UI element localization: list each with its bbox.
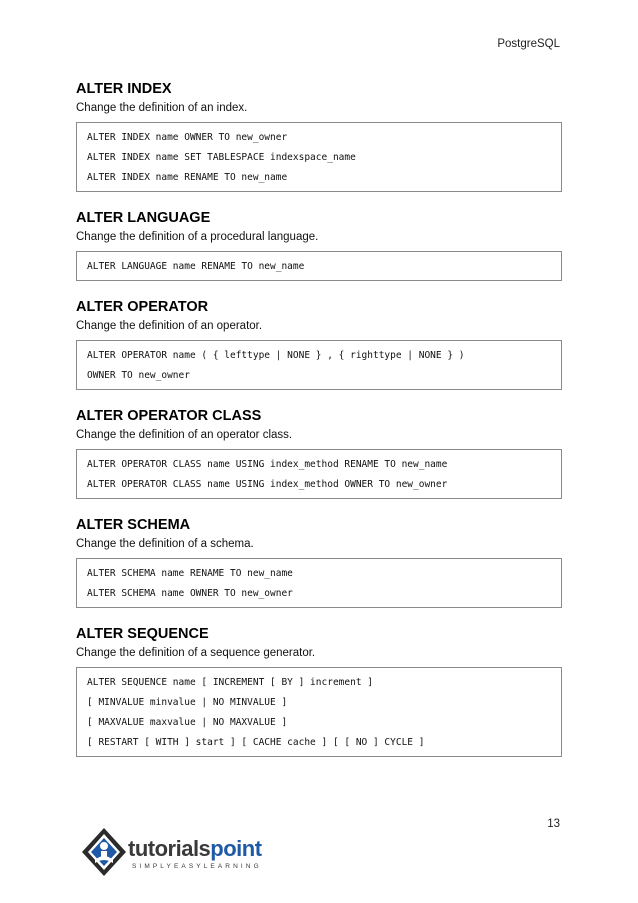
document-title: PostgreSQL [497, 38, 560, 50]
code-block [76, 558, 562, 608]
code-line: OWNER TO new_owner [87, 370, 190, 381]
code-line: ALTER SCHEMA name OWNER TO new_owner [87, 588, 293, 599]
section-title: ALTER OPERATOR [76, 299, 209, 315]
logo-word-accent: point [210, 836, 262, 861]
code-line: ALTER INDEX name SET TABLESPACE indexspace_name [87, 152, 356, 163]
logo-wordmark [128, 836, 262, 862]
section-alter-sequence [76, 625, 562, 757]
page-number: 13 [547, 818, 560, 830]
section-description: Change the definition of an operator class. [76, 429, 293, 441]
logo-emblem-icon [80, 826, 128, 878]
code-block [76, 122, 562, 192]
code-block [76, 667, 562, 757]
code-line: [ MINVALUE minvalue | NO MINVALUE ] [87, 697, 288, 708]
page-content [76, 80, 562, 757]
section-alter-operator-class [76, 407, 562, 499]
logo-word-main: tutorials [128, 836, 211, 861]
code-line: ALTER INDEX name RENAME TO new_name [87, 172, 288, 183]
section-title: ALTER SEQUENCE [76, 626, 209, 642]
section-description: Change the definition of a procedural language. [76, 231, 319, 243]
code-line: ALTER SEQUENCE name [ INCREMENT [ BY ] increment ] [87, 677, 373, 688]
code-line: ALTER INDEX name OWNER TO new_owner [87, 132, 288, 143]
code-block [76, 251, 562, 281]
section-description: Change the definition of a sequence generator. [76, 647, 316, 659]
logo-tagline: SIMPLYEASYLEARNING [132, 863, 262, 870]
code-line: [ MAXVALUE maxvalue | NO MAXVALUE ] [87, 717, 288, 728]
code-line: ALTER SCHEMA name RENAME TO new_name [87, 568, 293, 579]
tutorialspoint-logo [80, 826, 280, 878]
code-line: ALTER OPERATOR CLASS name USING index_method RENAME TO new_name [87, 459, 448, 470]
section-title: ALTER SCHEMA [76, 517, 191, 533]
code-block [76, 340, 562, 390]
code-line: ALTER OPERATOR name ( { lefttype | NONE } , { righttype | NONE } ) [87, 350, 465, 361]
code-line: [ RESTART [ WITH ] start ] [ CACHE cache ] [ [ NO ] CYCLE ] [87, 737, 425, 748]
code-line: ALTER LANGUAGE name RENAME TO new_name [87, 261, 305, 272]
section-alter-index [76, 80, 562, 192]
section-alter-operator [76, 298, 562, 390]
section-title: ALTER LANGUAGE [76, 210, 211, 226]
section-title: ALTER INDEX [76, 81, 172, 97]
section-alter-language [76, 209, 562, 281]
section-title: ALTER OPERATOR CLASS [76, 408, 262, 424]
code-line: ALTER OPERATOR CLASS name USING index_method OWNER TO new_owner [87, 479, 448, 490]
page-header [497, 38, 560, 50]
code-block [76, 449, 562, 499]
section-description: Change the definition of an index. [76, 102, 248, 114]
section-description: Change the definition of an operator. [76, 320, 263, 332]
section-description: Change the definition of a schema. [76, 538, 254, 550]
section-alter-schema [76, 516, 562, 608]
